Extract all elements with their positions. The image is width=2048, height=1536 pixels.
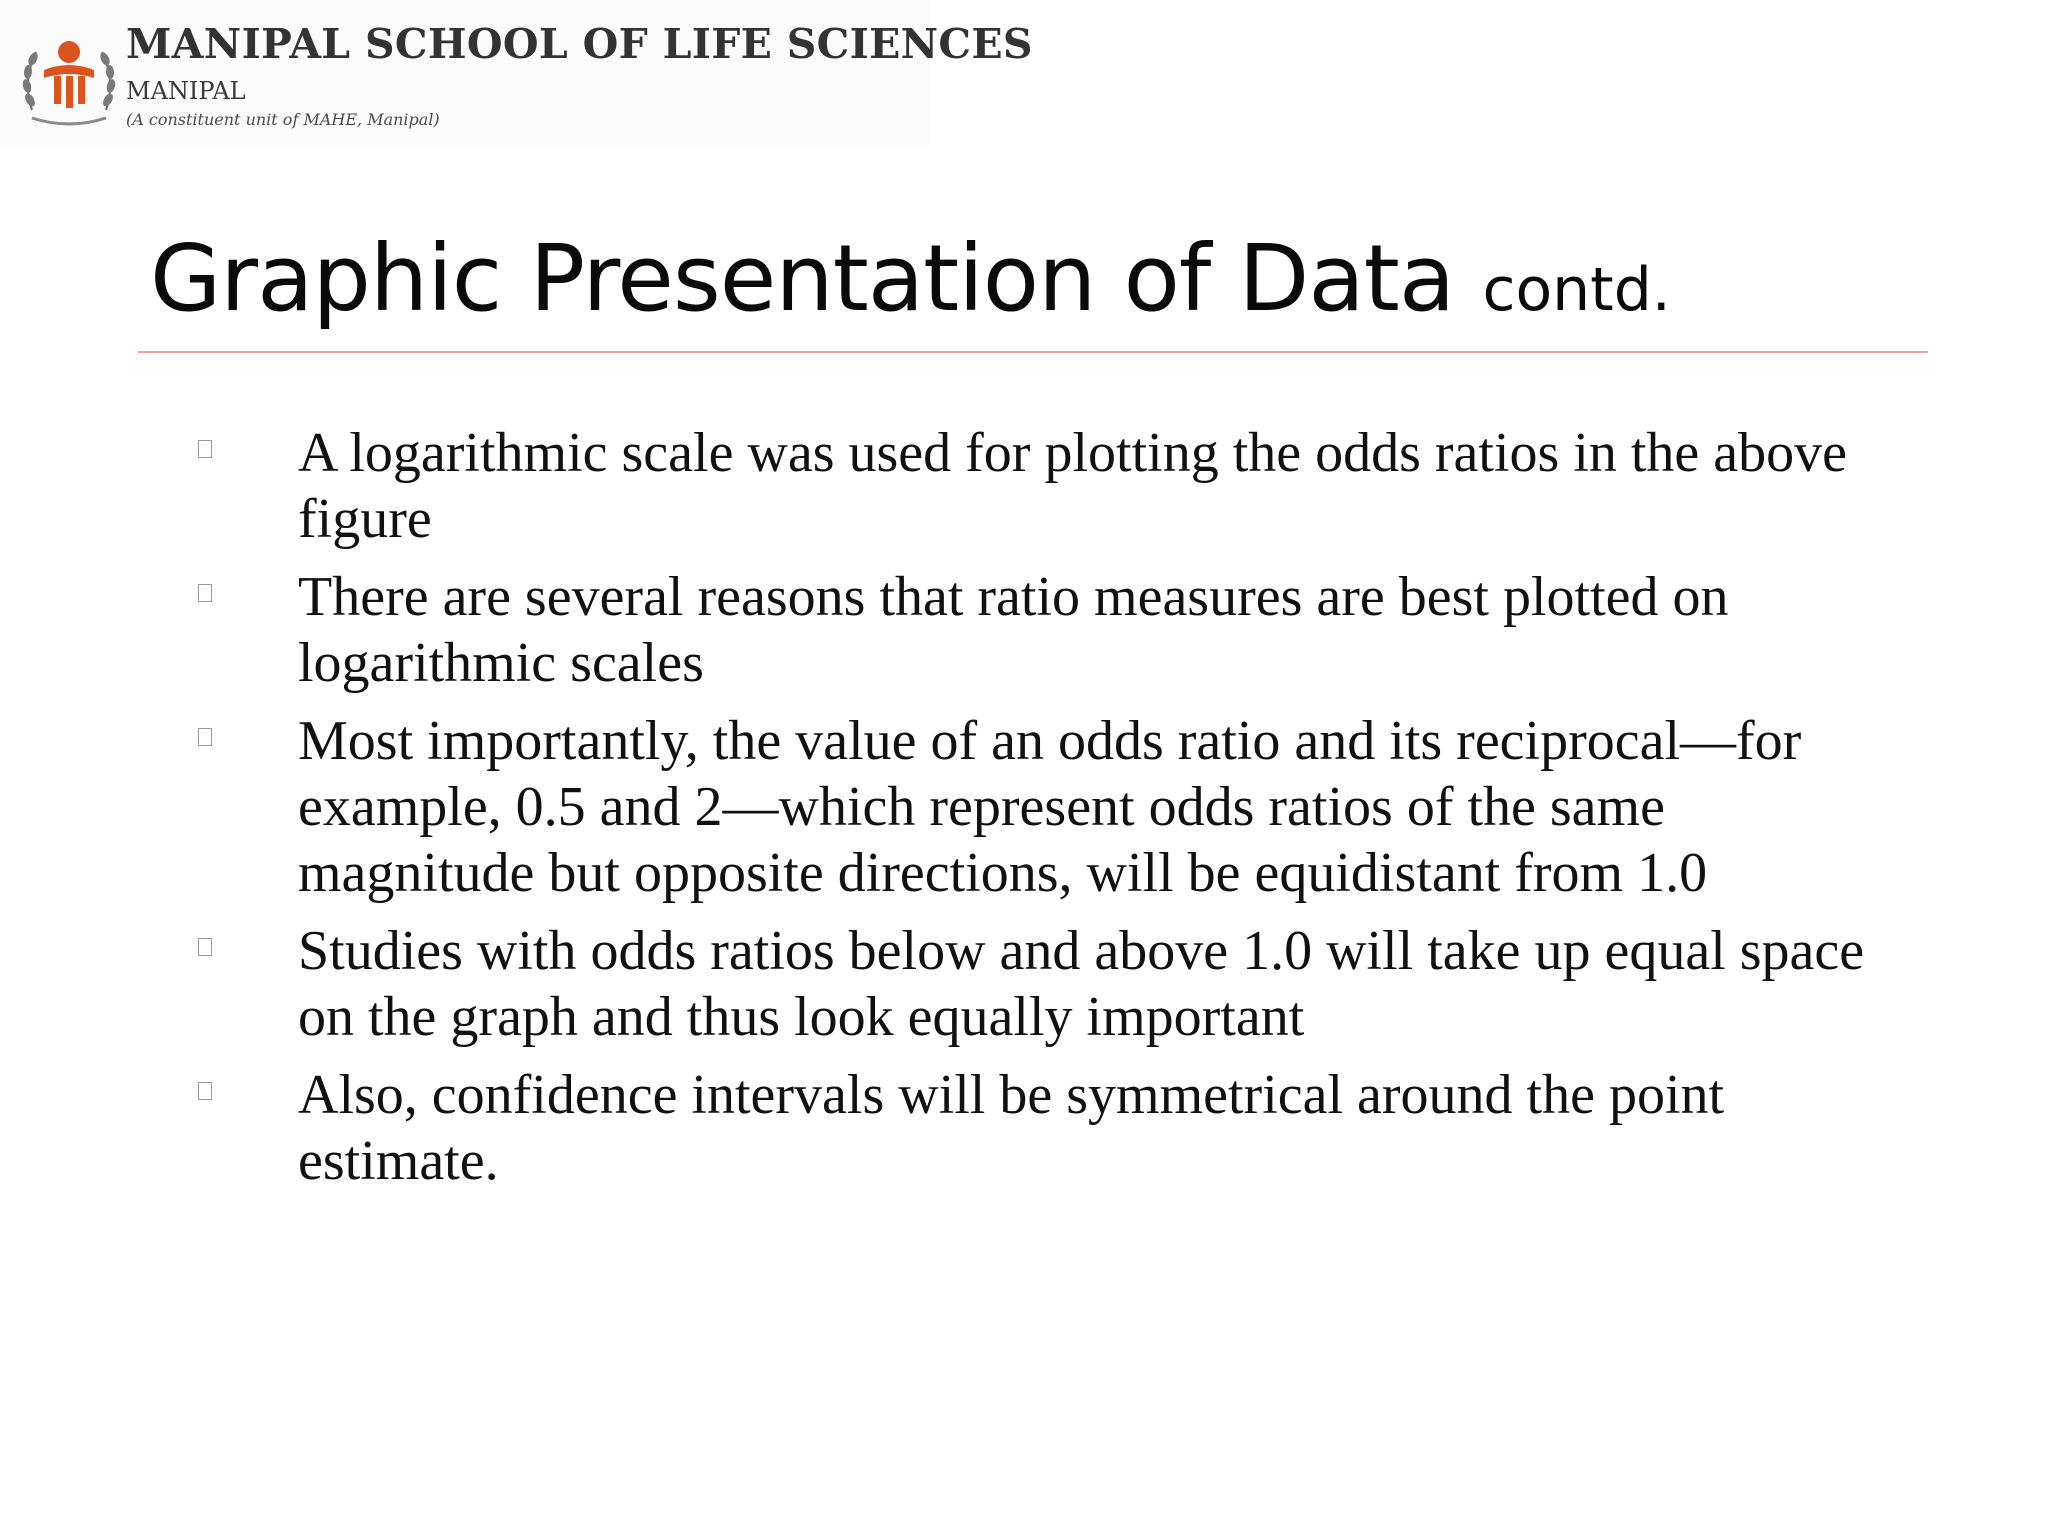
bullet-item [0, 708, 2048, 906]
square-bullet-icon [198, 728, 212, 746]
slide-title [150, 225, 1671, 332]
bullet-item [0, 1062, 2048, 1194]
institution-city: MANIPAL [126, 77, 246, 105]
square-bullet-icon [198, 938, 212, 956]
square-bullet-icon [198, 440, 212, 458]
square-bullet-icon [198, 584, 212, 602]
bullet-text: Studies with odds ratios below and above 1.0 will take up equal space on the graph and thus look equally important [298, 920, 1865, 1048]
institution-subtitle: (A constituent unit of MAHE, Manipal) [126, 110, 440, 129]
slide-title-main: Graphic Presentation of Data [150, 225, 1455, 332]
bullet-text: A logarithmic scale was used for plotting the odds ratios in the above figure [298, 422, 1847, 550]
title-divider [138, 351, 1928, 353]
bullet-item [0, 918, 2048, 1050]
institution-header [0, 0, 1033, 145]
slide-title-suffix: contd. [1482, 255, 1671, 325]
institution-name: MANIPAL SCHOOL OF LIFE SCIENCES [126, 20, 1033, 68]
bullet-list [0, 420, 2048, 1206]
bullet-text: Most importantly, the value of an odds ratio and its reciprocal—for example, 0.5 and 2—which represent odds ratios of the same magnitude but opposite directions, will be equidistant from 1.0 [298, 710, 1802, 904]
institution-crest-icon [14, 22, 124, 132]
bullet-item [0, 564, 2048, 696]
bullet-text: Also, confidence intervals will be symmetrical around the point estimate. [298, 1064, 1725, 1192]
bullet-text: There are several reasons that ratio measures are best plotted on logarithmic scales [298, 566, 1729, 694]
bullet-item [0, 420, 2048, 552]
square-bullet-icon [198, 1082, 212, 1100]
